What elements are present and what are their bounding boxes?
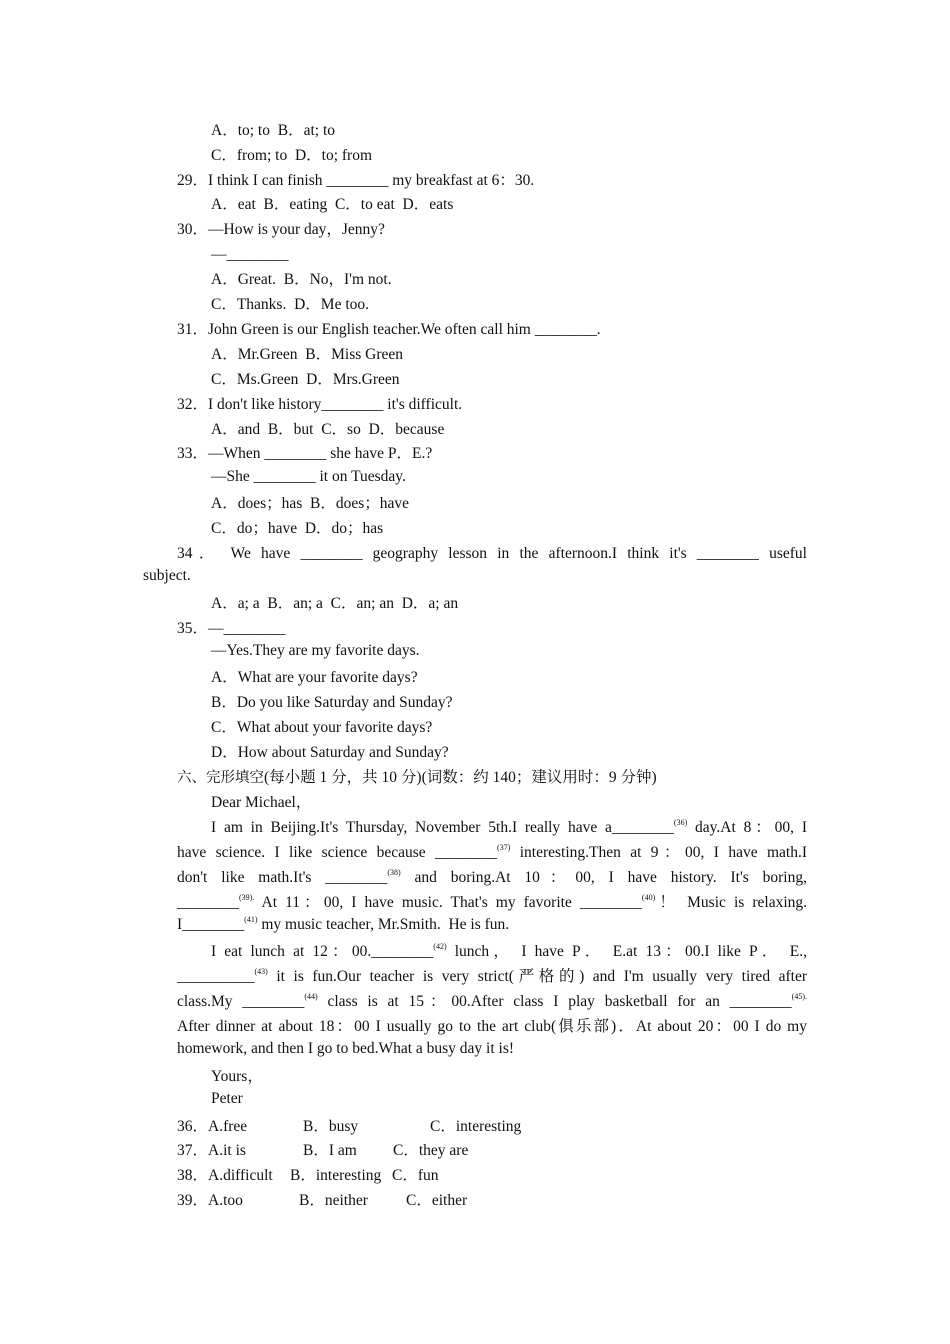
blank-number: (44): [304, 992, 318, 1001]
blank-number: (39).: [239, 893, 255, 902]
q35-option-a: A．What are your favorite days?: [211, 669, 418, 686]
q32-options: A．and B．but C．so D．because: [211, 421, 445, 438]
section-title: 六、完形填空: [177, 770, 264, 786]
passage-line: __________$^{(43)}$ it is fun.Our teacher is very strict(严格的) and I'm usually very tired after: [177, 967, 807, 985]
q33-options-ab: A．does；has B．does；have: [211, 495, 410, 512]
letter-signature: Peter: [211, 1090, 243, 1107]
option-b: B．I am: [303, 1142, 357, 1159]
q34-stem: 34． We have ________ geography lesson in the afternoon.I think it's ________ useful: [177, 545, 807, 562]
option-row: 36．A.free: [177, 1118, 248, 1135]
option-c: C．either: [406, 1192, 468, 1209]
letter-greeting: Dear Michael，: [211, 794, 312, 811]
passage-line: I________$^{(41)}$ my music teacher, Mr.Smith. He is fun.: [177, 915, 510, 933]
q29-stem: 29．I think I can finish ________ my breakfast at 6：30.: [177, 172, 535, 189]
blank-number: (42): [433, 942, 447, 951]
passage-line: After dinner at about 18：00 I usually go to the art club(俱乐部)．At about 20：00 I do my: [177, 1018, 807, 1035]
option-b: B．busy: [303, 1118, 359, 1135]
q30-stem: 30．—How is your day，Jenny?: [177, 221, 385, 238]
option-c: C．fun: [392, 1167, 439, 1184]
option-row: 39．A.too: [177, 1192, 243, 1209]
q34-stem-continued: subject.: [143, 567, 191, 584]
option-b: B．neither: [299, 1192, 368, 1209]
option-row: 38．A.difficult: [177, 1167, 273, 1184]
q31-stem: 31．John Green is our English teacher.We often call him ________.: [177, 321, 601, 338]
passage-line: ________$^{(39).}$ At 11：00, I have music. That's my favorite ________$^{(40)}$！ Music is relaxing.: [177, 893, 808, 911]
blank-number: (43): [254, 967, 268, 976]
passage-line: class.My ________$^{(44)}$ class is at 15：00.After class I play basketball for an ________$^{(45).}$: [177, 992, 807, 1010]
blank-number: (40): [641, 893, 656, 902]
q33-answer: —She ________ it on Tuesday.: [211, 468, 406, 485]
q30-options-cd: C．Thanks. D．Me too.: [211, 296, 370, 313]
option-b: B．interesting: [290, 1167, 382, 1184]
q31-options-cd: C．Ms.Green D．Mrs.Green: [211, 371, 400, 388]
passage-line: I eat lunch at 12：00.________$^{(42)}$ lunch， I have P． E.at 13：00.I like P． E.,: [211, 942, 807, 960]
passage-line: don't like math.It's ________$^{(38)}$ and boring.At 10：00, I have history. It's boring,: [177, 868, 807, 886]
blank-number: (36): [673, 818, 688, 827]
q35-option-c: C．What about your favorite days?: [211, 719, 433, 736]
q30-options-ab: A．Great. B．No，I'm not.: [211, 271, 392, 288]
q28-options-cd: C．from; to D．to; from: [211, 147, 373, 164]
q35-option-b: B．Do you like Saturday and Sunday?: [211, 694, 453, 711]
q35-option-d: D．How about Saturday and Sunday?: [211, 744, 449, 761]
option-row: 37．A.it is: [177, 1142, 246, 1159]
letter-closing: Yours，: [211, 1068, 263, 1085]
q30-answer-blank: —________: [211, 246, 289, 263]
passage-line: homework, and then I go to bed.What a busy day it is!: [177, 1040, 515, 1057]
passage-line: have science. I like science because ________$^{(37)}$ interesting.Then at 9：00, I have math.I: [177, 843, 807, 861]
option-c: C．interesting: [430, 1118, 522, 1135]
section-heading: [177, 768, 657, 788]
option-c: C．they are: [393, 1142, 469, 1159]
q31-options-ab: A．Mr.Green B．Miss Green: [211, 346, 404, 363]
passage-line: I am in Beijing.It's Thursday, November 5th.I really have a________$^{(36)}$ day.At 8：00, I: [211, 818, 807, 836]
q35-stem: 35．—________: [177, 620, 286, 637]
section-instructions: (每小题 1 分，共 10 分)(词数：约 140；建议用时：9 分钟): [264, 769, 657, 786]
q34-options: A．a; a B．an; a C．an; an D．a; an: [211, 595, 459, 612]
q35-answer: —Yes.They are my favorite days.: [211, 642, 420, 659]
q29-options: A．eat B．eating C．to eat D．eats: [211, 196, 454, 213]
q32-stem: 32．I don't like history________ it's difficult.: [177, 396, 463, 413]
blank-number: (45).: [791, 992, 807, 1001]
q28-options-ab: A．to; to B．at; to: [211, 122, 336, 139]
q33-stem: 33．—When ________ she have P．E.?: [177, 445, 433, 462]
q33-options-cd: C．do；have D．do；has: [211, 520, 384, 537]
blank-number: (41): [244, 915, 258, 924]
blank-number: (38): [387, 868, 401, 877]
blank-number: (37): [497, 843, 511, 852]
